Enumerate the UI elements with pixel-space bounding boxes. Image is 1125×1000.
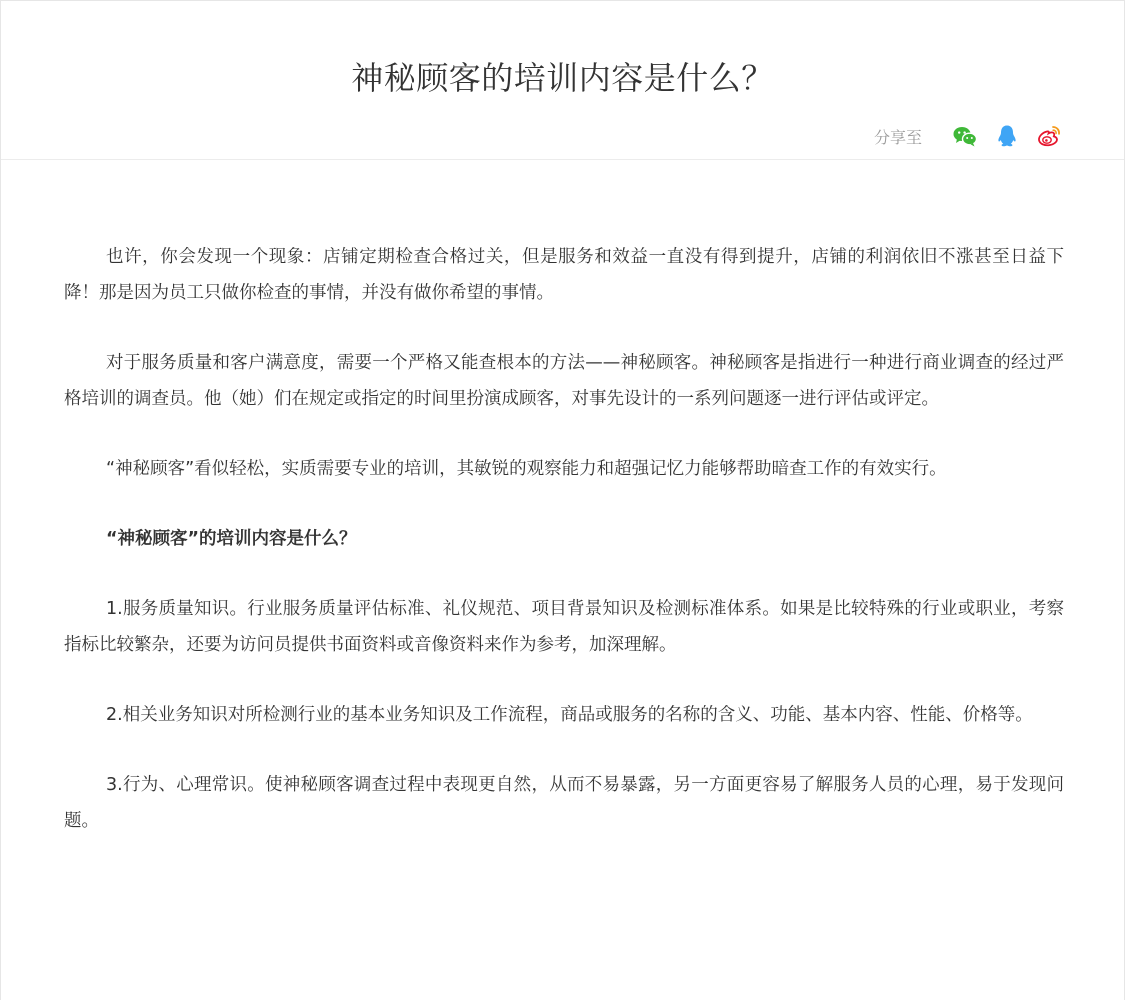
article-header [1, 1, 1124, 160]
qq-icon[interactable] [994, 123, 1020, 149]
paragraph: “神秘顾客”看似轻松，实质需要专业的培训，其敏锐的观察能力和超强记忆力能够帮助暗查工作的有效实行。 [106, 459, 947, 479]
share-bar [874, 123, 1062, 149]
paragraph: 对于服务质量和客户满意度，需要一个严格又能查根本的方法——神秘顾客。神秘顾客是指进行一种进行商业调查的经过严格培训的调查员。他（她）们在规定或指定的时间里扮演成顾客，对事先设计的一系列问题逐一进行评估或评定。 [64, 353, 1064, 409]
article-title: 神秘顾客的培训内容是什么？ [351, 59, 774, 97]
paragraph: 也许，你会发现一个现象：店铺定期检查合格过关，但是服务和效益一直没有得到提升，店铺的利润依旧不涨甚至日益下降！那是因为员工只做你检查的事情，并没有做你希望的事情。 [64, 247, 1064, 303]
section-heading: “神秘顾客”的培训内容是什么？ [106, 529, 357, 549]
paragraph: 1.服务质量知识。行业服务质量评估标准、礼仪规范、项目背景知识及检测标准体系。如果是比较特殊的行业或职业，考察指标比较繁杂，还要为访问员提供书面资料或音像资料来作为参考，加深理解。 [64, 599, 1064, 655]
paragraph: 2.相关业务知识对所检测行业的基本业务知识及工作流程，商品或服务的名称的含义、功能、基本内容、性能、价格等。 [106, 705, 1033, 725]
weibo-icon[interactable] [1036, 123, 1062, 149]
article-body [64, 239, 1064, 873]
share-label: 分享至 [873, 127, 922, 147]
wechat-icon[interactable] [952, 123, 978, 149]
paragraph: 3.行为、心理常识。使神秘顾客调查过程中表现更自然，从而不易暴露，另一方面更容易了解服务人员的心理，易于发现问题。 [64, 775, 1064, 831]
